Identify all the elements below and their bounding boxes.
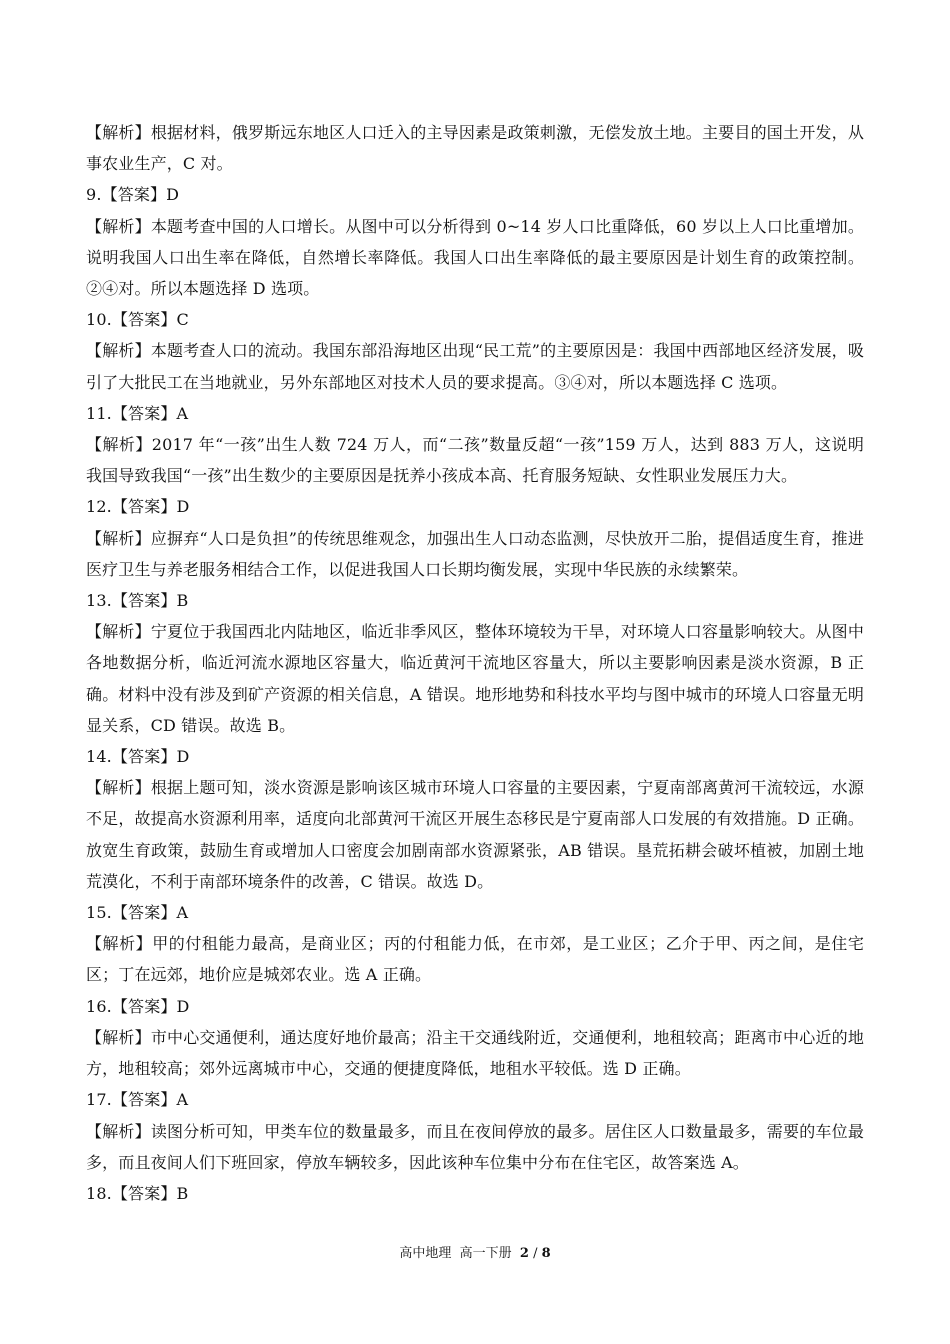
analysis-paragraph: 【解析】读图分析可知，甲类车位的数量最多，而且在夜间停放的最多。居住区人口数量最多，需要的车位最多，而且夜间人们下班回家，停放车辆较多，因此该种车位集中分布在住宅区，故答案选 A。	[86, 1121, 864, 1172]
answer-line: 17.【答案】A	[86, 1090, 189, 1110]
analysis-paragraph: 【解析】甲的付租能力最高，是商业区；丙的付租能力低，在市郊，是工业区；乙介于甲、丙之间，是住宅区；丁在远郊，地价应是城郊农业。选 A 正确。	[86, 934, 864, 985]
answer-line: 14.【答案】D	[86, 747, 190, 767]
footer-total-pages: 8	[541, 1246, 551, 1261]
footer-grade: 高一下册	[459, 1246, 512, 1261]
answer-line: 11.【答案】A	[86, 403, 189, 423]
analysis-paragraph: 【解析】2017 年“一孩”出生人数 724 万人，而“二孩”数量反超“一孩”159 万人，达到 883 万人，这说明我国导致我国“一孩”出生数少的主要原因是抚养小孩成本高、托育服务短缺、女性职业发展压力大。	[86, 435, 864, 486]
analysis-paragraph: 【解析】本题考查人口的流动。我国东部沿海地区出现“民工荒”的主要原因是：我国中西部地区经济发展，吸引了大批民工在当地就业，另外东部地区对技术人员的要求提高。③④对，所以本题选择 C 选项。	[86, 341, 864, 392]
page-footer	[0, 1244, 950, 1264]
analysis-paragraph: 【解析】根据材料，俄罗斯远东地区人口迁入的主导因素是政策刺激，无偿发放土地。主要目的国土开发，从事农业生产，C 对。	[86, 123, 864, 174]
footer-subject: 高中地理	[399, 1246, 452, 1261]
answer-line: 18.【答案】B	[86, 1183, 189, 1203]
answer-line: 12.【答案】D	[86, 497, 190, 517]
analysis-paragraph: 【解析】本题考查中国的人口增长。从图中可以分析得到 0~14 岁人口比重降低，60 岁以上人口比重增加。说明我国人口出生率在降低，自然增长率降低。我国人口出生率降低的最主要原因是计划生育的政策控制。②④对。所以本题选择 D 选项。	[86, 216, 864, 299]
analysis-paragraph: 【解析】市中心交通便利，通达度好地价最高；沿主干交通线附近，交通便利，地租较高；距离市中心近的地方，地租较高；郊外远离城市中心，交通的便捷度降低，地租水平较低。选 D 正确。	[86, 1027, 864, 1079]
answer-line: 16.【答案】D	[86, 996, 190, 1016]
analysis-paragraph: 【解析】根据上题可知，淡水资源是影响该区城市环境人口容量的主要因素，宁夏南部离黄河干流较远，水源不足，故提高水资源利用率，适度向北部黄河干流区开展生态移民是宁夏南部人口发展的有效措施。D 正确。放宽生育政策，鼓励生育或增加人口密度会加剧南部水资源紧张，AB 错误。垦荒拓耕会破坏植被，加剧土地荒漠化，不利于南部环境条件的改善，C 错误。故选 D。	[86, 778, 864, 891]
answer-line: 15.【答案】A	[86, 903, 189, 923]
answer-line: 13.【答案】B	[86, 591, 189, 611]
document-body	[86, 117, 864, 1209]
analysis-paragraph: 【解析】宁夏位于我国西北内陆地区，临近非季风区，整体环境较为干旱，对环境人口容量影响较大。从图中各地数据分析，临近河流水源地区容量大，临近黄河干流地区容量大，所以主要影响因素是淡水资源，B 正确。材料中没有涉及到矿产资源的相关信息，A 错误。地形地势和科技水平均与图中城市的环境人口容量无明显关系，CD 错误。故选 B。	[86, 622, 864, 735]
footer-separator: /	[533, 1246, 538, 1261]
answer-line: 10.【答案】C	[86, 310, 189, 330]
analysis-paragraph: 【解析】应摒弃“人口是负担”的传统思维观念，加强出生人口动态监测，尽快放开二胎，提倡适度生育，推进医疗卫生与养老服务相结合工作，以促进我国人口长期均衡发展，实现中华民族的永续繁荣。	[86, 528, 864, 579]
footer-page-number: 2	[519, 1246, 529, 1261]
answer-line: 9.【答案】D	[86, 185, 180, 205]
